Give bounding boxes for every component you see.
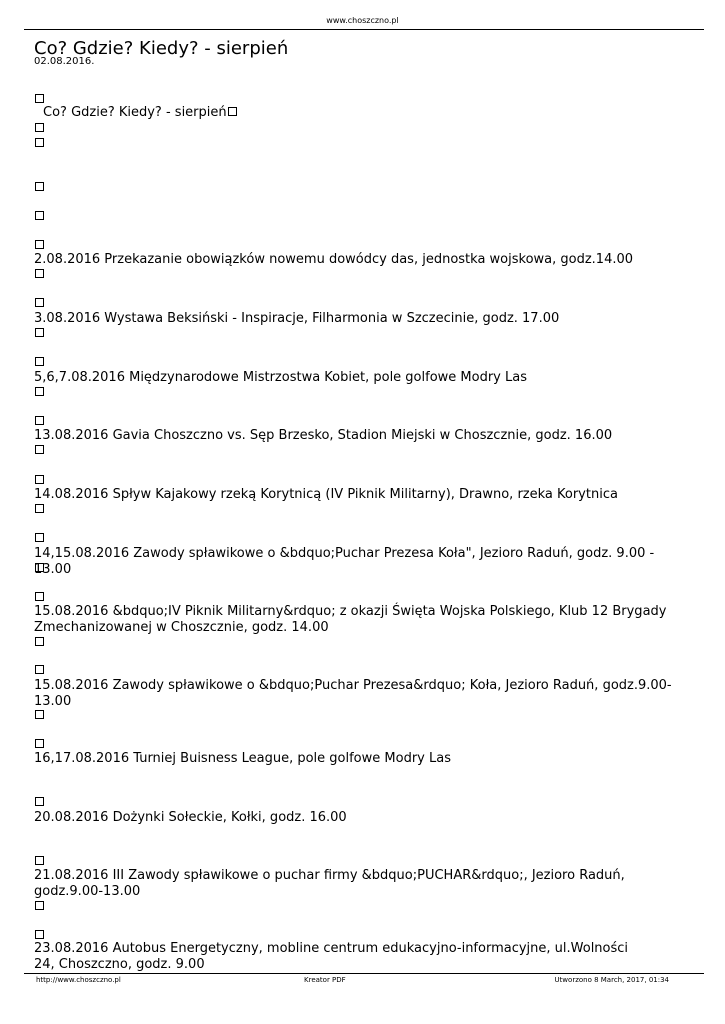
placeholder-box-icon	[35, 592, 44, 601]
event-line: 21.08.2016 III Zawody spławikowe o puchar firmy &bdquo;PUCHAR&rdquo;, Jezioro Raduń, godz.9.00-13.00	[34, 868, 625, 899]
footer-generator: Kreator PDF	[304, 976, 346, 984]
event-line: 14,15.08.2016 Zawody spławikowe o &bdquo;Puchar Prezesa Koła", Jezioro Raduń, godz. 9.00 - 13.00	[34, 546, 655, 577]
placeholder-box-icon	[35, 563, 44, 572]
placeholder-box-icon	[35, 930, 44, 939]
event-line: 15.08.2016 &bdquo;IV Piknik Militarny&rdquo; z okazji Święta Wojska Polskiego, Klub 12 Brygady Zmechanizowanej w Choszcznie, godz. 14.00	[34, 604, 667, 635]
event-line: 15.08.2016 Zawody spławikowe o &bdquo;Puchar Prezesa&rdquo; Koła, Jezioro Raduń, godz.9.00-13.00	[34, 678, 672, 709]
event-line: 16,17.08.2016 Turniej Buisness League, pole golfowe Modry Las	[34, 751, 451, 766]
event-line: 14.08.2016 Spływ Kajakowy rzeką Korytnicą (IV Piknik Militarny), Drawno, rzeka Korytnica	[34, 487, 618, 502]
placeholder-box-icon	[35, 856, 44, 865]
event-line: 5,6,7.08.2016 Międzynarodowe Mistrzostwa Kobiet, pole golfowe Modry Las	[34, 370, 527, 385]
placeholder-box-icon	[35, 637, 44, 646]
placeholder-box-icon	[35, 240, 44, 249]
placeholder-box-icon	[35, 182, 44, 191]
placeholder-box-icon	[35, 123, 44, 132]
placeholder-box-icon	[35, 269, 44, 278]
placeholder-box-icon	[35, 710, 44, 719]
placeholder-box-icon	[35, 357, 44, 366]
header-url: www.choszczno.pl	[326, 16, 399, 25]
placeholder-box-icon	[35, 901, 44, 910]
footer-created: Utworzono 8 March, 2017, 01:34	[554, 976, 669, 984]
placeholder-box-icon	[35, 416, 44, 425]
placeholder-box-icon	[35, 739, 44, 748]
event-line: 2.08.2016 Przekazanie obowiązków nowemu dowódcy das, jednostka wojskowa, godz.14.00	[34, 252, 634, 267]
placeholder-box-icon	[35, 504, 44, 513]
placeholder-box-icon	[35, 475, 44, 484]
placeholder-box-icon	[228, 107, 237, 116]
placeholder-box-icon	[35, 138, 44, 147]
footer-url: http://www.choszczno.pl	[36, 976, 121, 984]
placeholder-box-icon	[35, 387, 44, 396]
subtitle-text: Co? Gdzie? Kiedy? - sierpień	[43, 105, 227, 120]
placeholder-box-icon	[35, 445, 44, 454]
subtitle-line	[43, 105, 693, 121]
placeholder-box-icon	[35, 797, 44, 806]
footer-rule	[24, 973, 704, 974]
placeholder-box-icon	[35, 211, 44, 220]
placeholder-box-icon	[35, 533, 44, 542]
placeholder-box-icon	[35, 328, 44, 337]
event-line: 13.08.2016 Gavia Choszczno vs. Sęp Brzesko, Stadion Miejski w Choszcznie, godz. 16.00	[34, 428, 613, 443]
event-line: 23.08.2016 Autobus Energetyczny, mobline centrum edukacyjno-informacyjne, ul.Wolności 24, Choszczno, godz. 9.00	[34, 941, 629, 972]
event-line: 3.08.2016 Wystawa Beksiński - Inspiracje, Filharmonia w Szczecinie, godz. 17.00	[34, 311, 560, 326]
placeholder-box-icon	[35, 94, 44, 103]
event-line: 20.08.2016 Dożynki Sołeckie, Kołki, godz. 16.00	[34, 810, 347, 825]
placeholder-box-icon	[35, 298, 44, 307]
header-rule	[24, 29, 704, 30]
page-title: Co? Gdzie? Kiedy? - sierpień	[34, 38, 289, 59]
page-date: 02.08.2016.	[34, 56, 95, 67]
placeholder-box-icon	[35, 665, 44, 674]
